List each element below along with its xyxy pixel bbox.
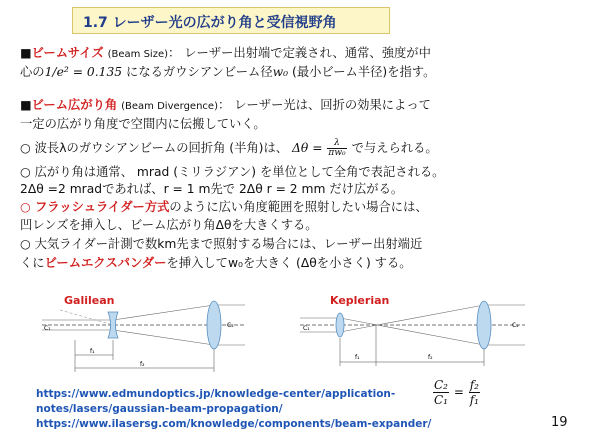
formula-rhs-num: f₂: [469, 378, 479, 392]
keplerian-ray-b: [340, 305, 484, 332]
beam-size-line1-rest: ： レーザー出射端で定義され、通常、強度が中: [168, 46, 431, 60]
beam-size-line2-b: になるガウシアンビーム径: [126, 65, 273, 79]
item-0-formula-lhs: Δθ =: [292, 141, 323, 155]
keplerian-label: Keplerian: [330, 294, 390, 307]
beam-size-en: (Beam Size): [107, 49, 168, 60]
item-3-red: ○ フラッシュライダー方式: [20, 200, 170, 214]
galilean-beam-div-bottom: [113, 330, 214, 345]
galilean-virtual-ray: [60, 310, 113, 325]
divergence-heading: ビーム広がり角: [31, 98, 118, 112]
item-0-text: ○ 波長λのガウシアンビームの回折角 (半角)は、: [20, 141, 289, 155]
formula-equals: =: [453, 385, 464, 399]
item-6-pre: くに: [20, 256, 45, 270]
item-3-text: のように広い角度範囲を照射したい場合には、: [169, 200, 428, 214]
page-number: 19: [551, 415, 568, 430]
keplerian-ray-a: [340, 318, 484, 345]
galilean-beam-div-top: [113, 305, 214, 320]
keplerian-diagram: [300, 301, 525, 366]
formula-lhs: [433, 378, 449, 407]
galilean-c1: C₁: [44, 325, 51, 332]
galilean-diagram: [42, 301, 245, 372]
divergence-en: (Beam Divergence): [121, 101, 218, 112]
keplerian-f1: f₁: [355, 354, 360, 361]
formula-lhs-den: C₁: [434, 393, 448, 407]
item-0-text-b: で与えられる。: [351, 141, 438, 155]
keplerian-c1: C₁: [303, 325, 310, 332]
link-edmundoptics-1[interactable]: https://www.edmundoptics.jp/knowledge-center/application-: [36, 388, 396, 400]
formula-lhs-num: C₂: [434, 378, 448, 392]
galilean-c2: C₂: [227, 322, 234, 329]
galilean-convex-lens: [207, 301, 221, 349]
item-concave-lens: 凹レンズを挿入し、ビーム広がり角Δθを大きくする。: [20, 218, 318, 232]
link-edmundoptics-2[interactable]: notes/lasers/gaussian-beam-propagation/: [36, 403, 283, 415]
keplerian-lens-1: [336, 313, 344, 337]
item-6-text: を挿入してw₀を大きく (Δθを小さく) する。: [166, 256, 412, 270]
galilean-f1: f₁: [90, 348, 95, 355]
keplerian-c2: C₂: [512, 322, 519, 329]
divergence-bullet: ■: [20, 98, 32, 112]
formula-rhs: [469, 378, 480, 407]
item-0-den: πw₀: [328, 148, 346, 158]
beam-size-w0: w₀: [272, 65, 289, 79]
formula-rhs-den: f₁: [469, 393, 479, 407]
beam-size-bullet: ■: [20, 46, 32, 60]
beam-size-heading: ビームサイズ: [31, 46, 104, 60]
item-0-num: λ: [327, 139, 346, 149]
divergence-line2: 一定の広がり角度で空間内に伝搬していく。: [20, 117, 266, 131]
keplerian-f2: f₂: [428, 354, 433, 361]
galilean-label: Galilean: [64, 294, 115, 307]
beam-size-ratio: 1/e² = 0.135: [44, 65, 123, 79]
magnification-formula: [432, 378, 481, 407]
galilean-f2: f₂: [140, 361, 145, 368]
beam-size-line2-c: (最小ビーム半径)を指す。: [292, 65, 436, 79]
item-example: 2Δθ =2 mradであれば、r = 1 m先で 2Δθ r = 2 mm だけ広がる。: [20, 182, 404, 196]
item-mrad: ○ 広がり角は通常、 mrad (ミリラジアン) を単位として全角で表記される。: [20, 165, 445, 179]
item-6-red: ビームエクスパンダー: [44, 256, 167, 270]
slide-title: 1.7 レーザー光の広がり角と受信視野角: [83, 15, 337, 31]
item-atmospheric: ○ 大気ライダー計測で数km先まで照射する場合には、レーザー出射端近: [20, 237, 423, 251]
link-ilasersg[interactable]: https://www.ilasersg.com/knowledge/components/beam-expander/: [36, 418, 432, 430]
beam-size-line2-a: 心の: [20, 65, 45, 79]
keplerian-lens-2: [477, 301, 491, 349]
divergence-line1-rest: ： レーザー光は、回折の効果によって: [217, 98, 431, 112]
